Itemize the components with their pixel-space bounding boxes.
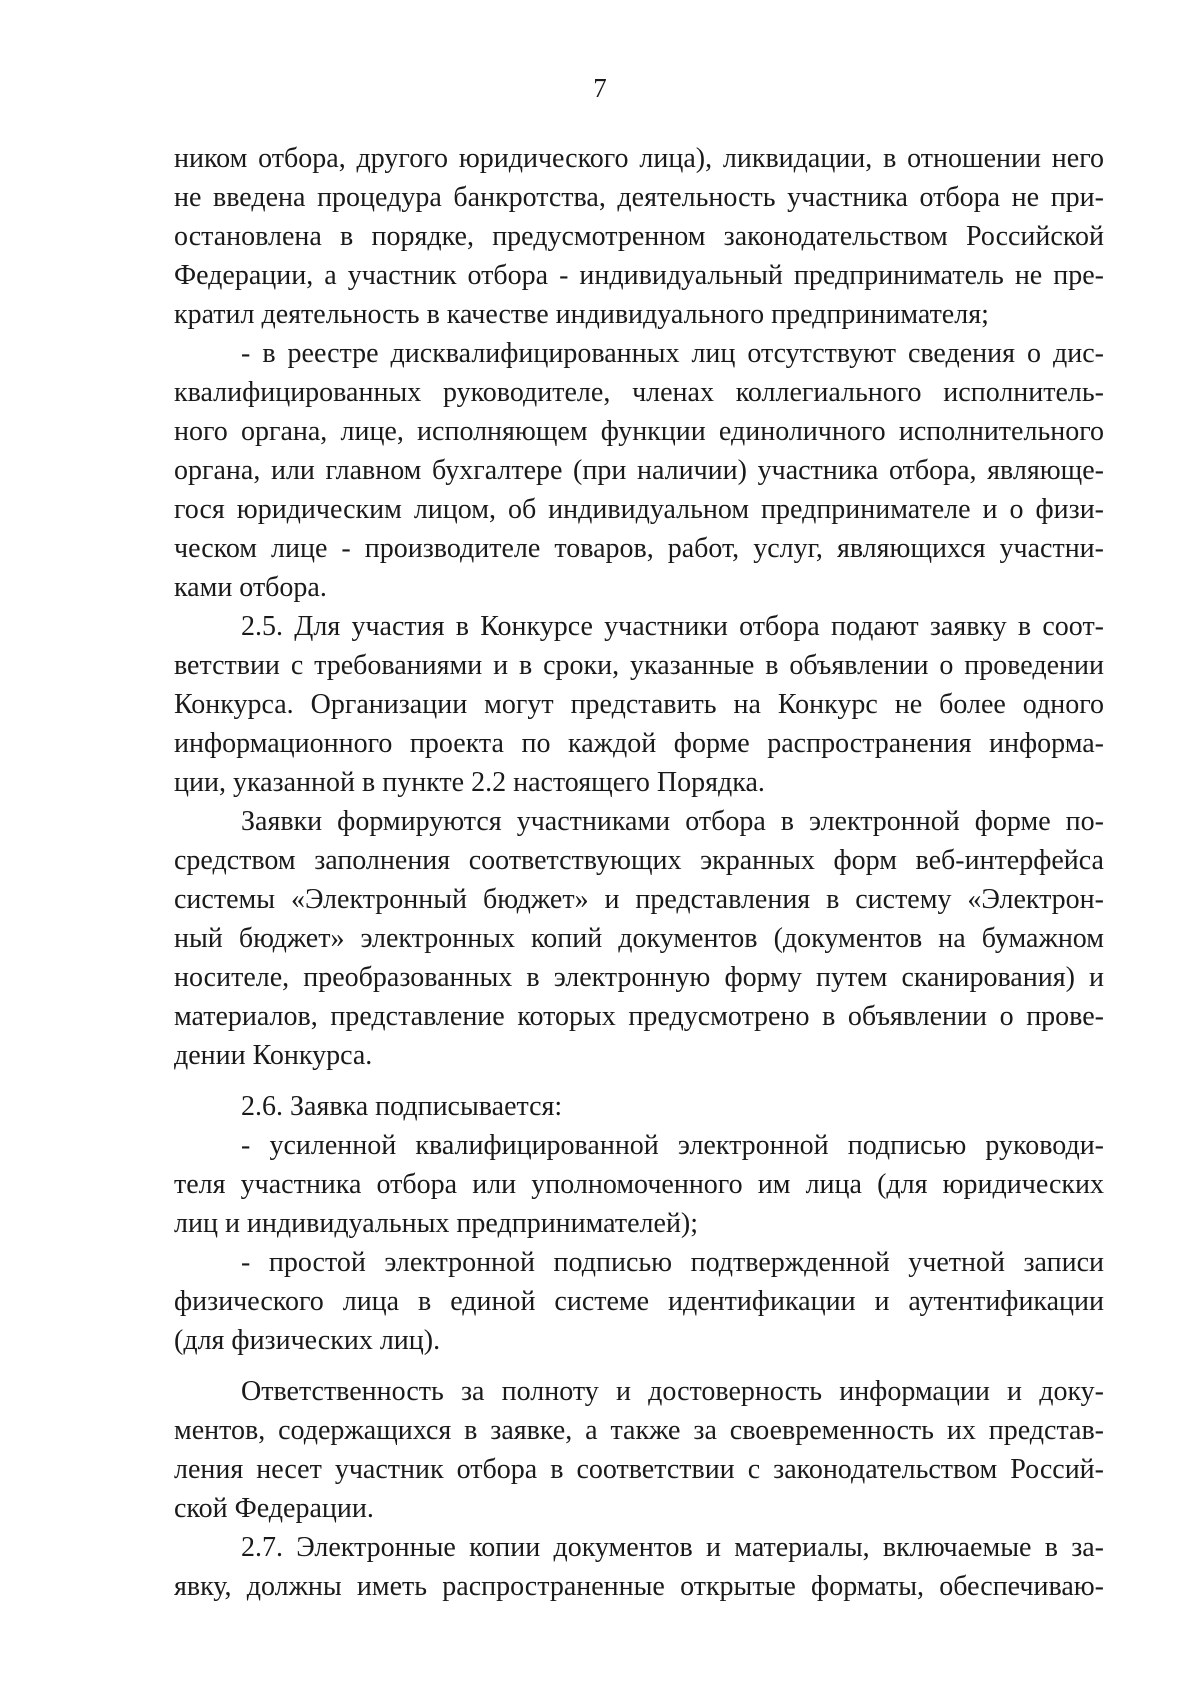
text-line: ками отбора.: [174, 572, 327, 603]
paragraph-gap: [174, 1360, 1104, 1372]
text-line: ный бюджет» электронных копий документов (документов на бумажном: [174, 923, 1104, 954]
text-line: ческом лице - производителе товаров, работ, услуг, являющихся участни-: [174, 533, 1104, 564]
text-line: Федерации, а участник отбора - индивидуальный предприниматель не пре-: [174, 260, 1104, 291]
paragraph-gap: [174, 1075, 1104, 1087]
text-line: средством заполнения соответствующих экранных форм веб-интерфейса: [174, 845, 1104, 876]
text-line: Конкурса. Организации могут представить на Конкурс не более одного: [174, 689, 1104, 720]
text-line: - простой электронной подписью подтвержденной учетной записи: [241, 1247, 1104, 1278]
text-line: ской Федерации.: [174, 1493, 374, 1524]
text-line: ления несет участник отбора в соответствии с законодательством Россий-: [174, 1454, 1104, 1485]
text-line: 2.5. Для участия в Конкурсе участники отбора подают заявку в соот-: [241, 611, 1104, 642]
text-line: явку, должны иметь распространенные открытые форматы, обеспечиваю-: [174, 1571, 1104, 1602]
text-line: ментов, содержащихся в заявке, а также за своевременность их представ-: [174, 1415, 1104, 1446]
text-line: материалов, представление которых предусмотрено в объявлении о прове-: [174, 1001, 1104, 1032]
text-line: носителе, преобразованных в электронную форму путем сканирования) и: [174, 962, 1104, 993]
text-line: физического лица в единой системе идентификации и аутентификации: [174, 1286, 1104, 1317]
text-line: ного органа, лице, исполняющем функции единоличного исполнительного: [174, 416, 1104, 447]
text-line: гося юридическим лицом, об индивидуальном предпринимателе и о физи-: [174, 494, 1104, 525]
text-line: теля участника отбора или уполномоченного им лица (для юридических: [174, 1169, 1104, 1200]
text-line: квалифицированных руководителе, членах коллегиального исполнитель-: [174, 377, 1104, 408]
text-line: (для физических лиц).: [174, 1325, 441, 1356]
text-line: органа, или главном бухгалтере (при наличии) участника отбора, являюще-: [174, 455, 1104, 486]
text-line: - в реестре дисквалифицированных лиц отсутствуют сведения о дис-: [241, 338, 1104, 369]
text-line: кратил деятельность в качестве индивидуального предпринимателя;: [174, 299, 989, 330]
text-line: остановлена в порядке, предусмотренном законодательством Российской: [174, 221, 1104, 252]
page-number: 7: [593, 73, 607, 103]
text-line: системы «Электронный бюджет» и представления в систему «Электрон-: [174, 884, 1104, 915]
text-line: лиц и индивидуальных предпринимателей);: [174, 1208, 699, 1239]
text-line: ветствии с требованиями и в сроки, указанные в объявлении о проведении: [174, 650, 1104, 681]
text-line: 2.6. Заявка подписывается:: [241, 1091, 563, 1122]
text-line: ником отбора, другого юридического лица), ликвидации, в отношении него: [174, 143, 1104, 174]
text-line: Ответственность за полноту и достоверность информации и доку-: [241, 1376, 1104, 1407]
text-line: - усиленной квалифицированной электронной подписью руководи-: [241, 1130, 1104, 1161]
text-line: не введена процедура банкротства, деятельность участника отбора не при-: [174, 182, 1104, 213]
text-line: Заявки формируются участниками отбора в электронной форме по-: [241, 806, 1104, 837]
text-line: ции, указанной в пункте 2.2 настоящего Порядка.: [174, 767, 765, 798]
document-body: [174, 139, 1104, 1606]
text-line: 2.7. Электронные копии документов и материалы, включаемые в за-: [241, 1532, 1104, 1563]
text-line: информационного проекта по каждой форме распространения информа-: [174, 728, 1104, 759]
text-line: дении Конкурса.: [174, 1040, 373, 1071]
